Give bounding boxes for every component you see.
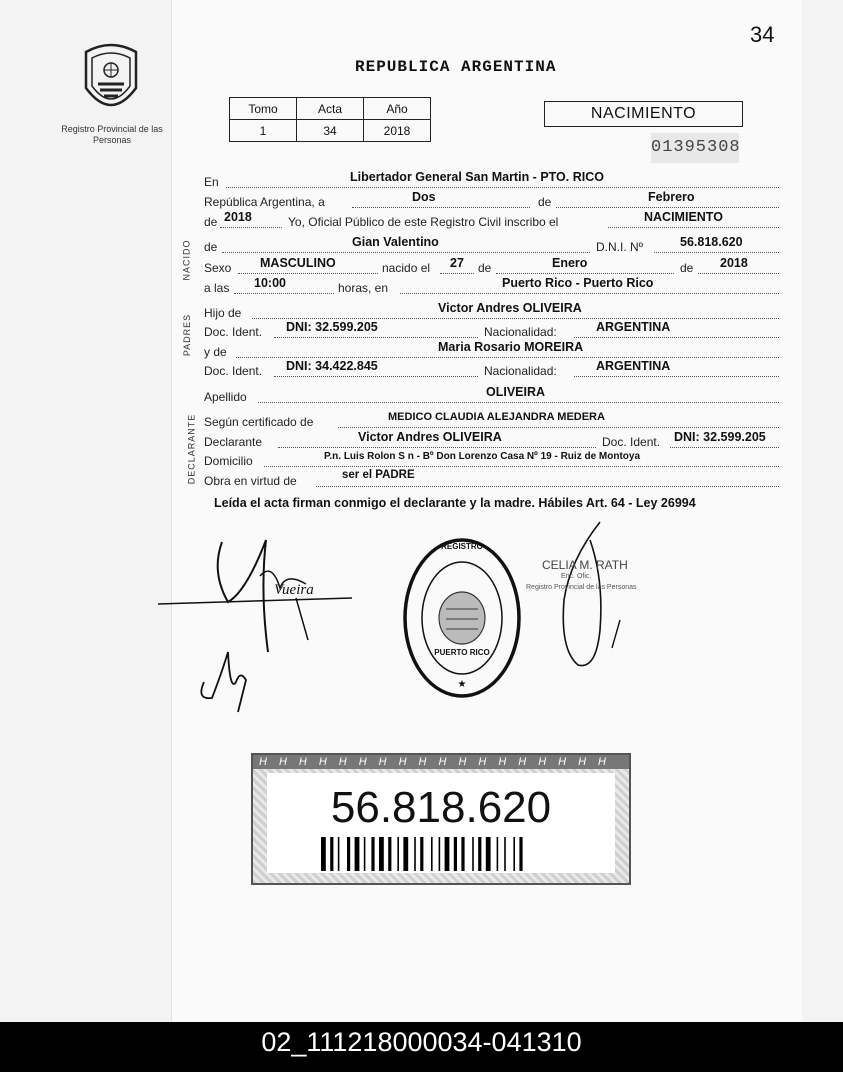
registry-header-anio: Año xyxy=(364,98,431,120)
row-certificado xyxy=(204,412,779,432)
row-padre-doc xyxy=(204,322,779,342)
label-obra: Obra en virtud de xyxy=(204,474,297,488)
section-label-declarante: DECLARANTE xyxy=(186,413,197,485)
barcode-bar xyxy=(414,837,416,871)
act-type-box: NACIMIENTO xyxy=(544,101,743,127)
section-label-nacido: NACIDO xyxy=(181,239,192,281)
barcode-bar xyxy=(338,837,340,871)
row-oficial xyxy=(204,212,779,232)
label-sexo: Sexo xyxy=(204,261,232,275)
barcode-bar xyxy=(371,837,374,871)
value-padre-doc: DNI: 32.599.205 xyxy=(286,320,378,334)
registry-table xyxy=(229,97,431,142)
label-republica: República Argentina, a xyxy=(204,195,325,209)
value-padre-nac: ARGENTINA xyxy=(596,320,671,334)
value-domicilio: P.n. Luis Rolon S n - Bº Don Lorenzo Casa Nº 19 - Ruiz de Montoya xyxy=(324,451,641,462)
label-inner xyxy=(267,773,615,873)
value-padre: Victor Andres OLIVEIRA xyxy=(438,301,582,315)
barcode-bar xyxy=(472,837,474,871)
official-name: CELIA M. RATH xyxy=(542,558,628,572)
value-dni: 56.818.620 xyxy=(680,235,743,249)
row-apellido xyxy=(204,387,779,407)
value-nombre: Gian Valentino xyxy=(352,235,439,249)
value-declarante: Victor Andres OLIVEIRA xyxy=(358,430,502,444)
label-de5: de xyxy=(680,261,694,275)
label-dni-number: 56.818.620 xyxy=(330,783,552,832)
barcode-bar xyxy=(519,837,522,871)
barcode-bar xyxy=(403,837,408,871)
barcode-bar xyxy=(486,837,491,871)
page-number: 34 xyxy=(750,22,775,47)
label-nacido-el: nacido el xyxy=(382,261,431,275)
registry-value-anio: 2018 xyxy=(364,120,431,142)
svg-text:REGISTRO: REGISTRO xyxy=(441,542,483,551)
label-nacionalidad-padre: Nacionalidad: xyxy=(484,325,557,339)
value-nac-dia: 27 xyxy=(450,256,464,270)
registry-header-acta: Acta xyxy=(297,98,364,120)
label-doc-ident-madre: Doc. Ident. xyxy=(204,364,263,378)
svg-text:★: ★ xyxy=(457,679,467,690)
label-a-las: a las xyxy=(204,281,230,295)
barcode-bar xyxy=(497,837,499,871)
barcode-bar xyxy=(321,837,326,871)
document-title: REPUBLICA ARGENTINA xyxy=(355,58,557,76)
svg-text:PUERTO RICO: PUERTO RICO xyxy=(434,648,490,657)
barcode-bar xyxy=(330,837,333,871)
crest-caption: Registro Provincial de las Personas xyxy=(61,124,163,145)
row-declarante xyxy=(204,432,779,452)
official-stamp xyxy=(402,537,522,699)
label-de4: de xyxy=(478,261,492,275)
barcode-bar xyxy=(347,837,350,871)
row-hora xyxy=(204,278,779,298)
official-office: Registro Provincial de las Personas xyxy=(526,584,637,591)
label-y-de: y de xyxy=(204,345,227,359)
label-oficial: Yo, Oficial Público de este Registro Civil inscribo el xyxy=(288,215,559,229)
barcode-bar xyxy=(420,837,423,871)
barcode-bar xyxy=(513,837,515,871)
value-madre-nac: ARGENTINA xyxy=(596,359,671,373)
barcode-bar xyxy=(504,837,506,871)
row-madre-doc xyxy=(204,361,779,381)
label-pattern-strip: HHHHHHHHHHHHHHHHHH xyxy=(253,755,629,769)
barcode-bar xyxy=(445,837,450,871)
barcode-bar xyxy=(439,837,441,871)
barcode-bar xyxy=(379,837,384,871)
label-dni: D.N.I. Nº xyxy=(596,240,644,254)
section-label-padres: PADRES xyxy=(182,313,193,357)
label-declarante: Declarante xyxy=(204,435,263,449)
value-certificado: MEDICO CLAUDIA ALEJANDRA MEDERA xyxy=(388,411,605,423)
value-obra: ser el PADRE xyxy=(342,469,415,481)
value-nac-anio: 2018 xyxy=(720,256,748,270)
label-doc-ident-padre: Doc. Ident. xyxy=(204,325,263,339)
value-sexo: MASCULINO xyxy=(260,256,336,270)
barcode-bar xyxy=(461,837,464,871)
row-nombre xyxy=(204,237,779,257)
value-lugar: Libertador General San Martin - PTO. RICO xyxy=(350,170,604,184)
closing-text: Leída el acta firman conmigo el declarante y la madre. Hábiles Art. 64 - Ley 26994 xyxy=(214,496,696,510)
label-horas-en: horas, en xyxy=(338,281,389,295)
row-domicilio xyxy=(204,451,779,471)
dni-barcode-label xyxy=(251,753,631,885)
value-madre: Maria Rosario MOREIRA xyxy=(438,340,584,354)
row-fecha xyxy=(204,192,779,212)
registry-value-tomo: 1 xyxy=(230,120,297,142)
value-apellido: OLIVEIRA xyxy=(486,385,546,399)
row-obra xyxy=(204,471,779,491)
official-title: Enc. Ofic. xyxy=(561,573,592,580)
value-madre-doc: DNI: 34.422.845 xyxy=(286,359,378,373)
registry-header-tomo: Tomo xyxy=(230,98,297,120)
barcode-bar xyxy=(454,837,457,871)
value-anio: 2018 xyxy=(224,210,252,224)
label-de1: de xyxy=(538,195,552,209)
label-doc-ident-declarante: Doc. Ident. xyxy=(602,435,661,449)
label-apellido: Apellido xyxy=(204,390,247,404)
value-mes: Febrero xyxy=(648,190,695,204)
barcode-bar xyxy=(388,837,391,871)
value-hora: 10:00 xyxy=(254,276,286,290)
barcode-icon xyxy=(321,837,561,871)
registry-value-acta: 34 xyxy=(297,120,364,142)
barcode-bar xyxy=(355,837,360,871)
barcode-bar xyxy=(364,837,366,871)
label-nacionalidad-madre: Nacionalidad: xyxy=(484,364,557,378)
value-declarante-doc: DNI: 32.599.205 xyxy=(674,430,766,444)
barcode-bar xyxy=(478,837,481,871)
scan-footer-code: 02_111218000034-041310 xyxy=(0,1022,843,1072)
signature-official xyxy=(530,520,670,680)
label-de2: de xyxy=(204,215,218,229)
label-en: En xyxy=(204,175,219,189)
barcode-bar xyxy=(397,837,399,871)
value-nac-lugar: Puerto Rico - Puerto Rico xyxy=(502,276,654,290)
value-nac-mes: Enero xyxy=(552,256,588,270)
label-de3: de xyxy=(204,240,218,254)
barcode-bar xyxy=(431,837,433,871)
svg-text:Vueira: Vueira xyxy=(274,582,314,598)
serial-number: 01395308 xyxy=(651,133,739,163)
label-hijo-de: Hijo de xyxy=(204,306,242,320)
row-lugar xyxy=(204,172,779,192)
label-segun: Según certificado de xyxy=(204,415,314,429)
signature-declarante xyxy=(156,532,356,722)
label-domicilio: Domicilio xyxy=(204,454,253,468)
crest-icon xyxy=(78,42,144,122)
row-sexo xyxy=(204,258,779,278)
value-dia: Dos xyxy=(412,190,436,204)
value-acto: NACIMIENTO xyxy=(644,210,723,224)
